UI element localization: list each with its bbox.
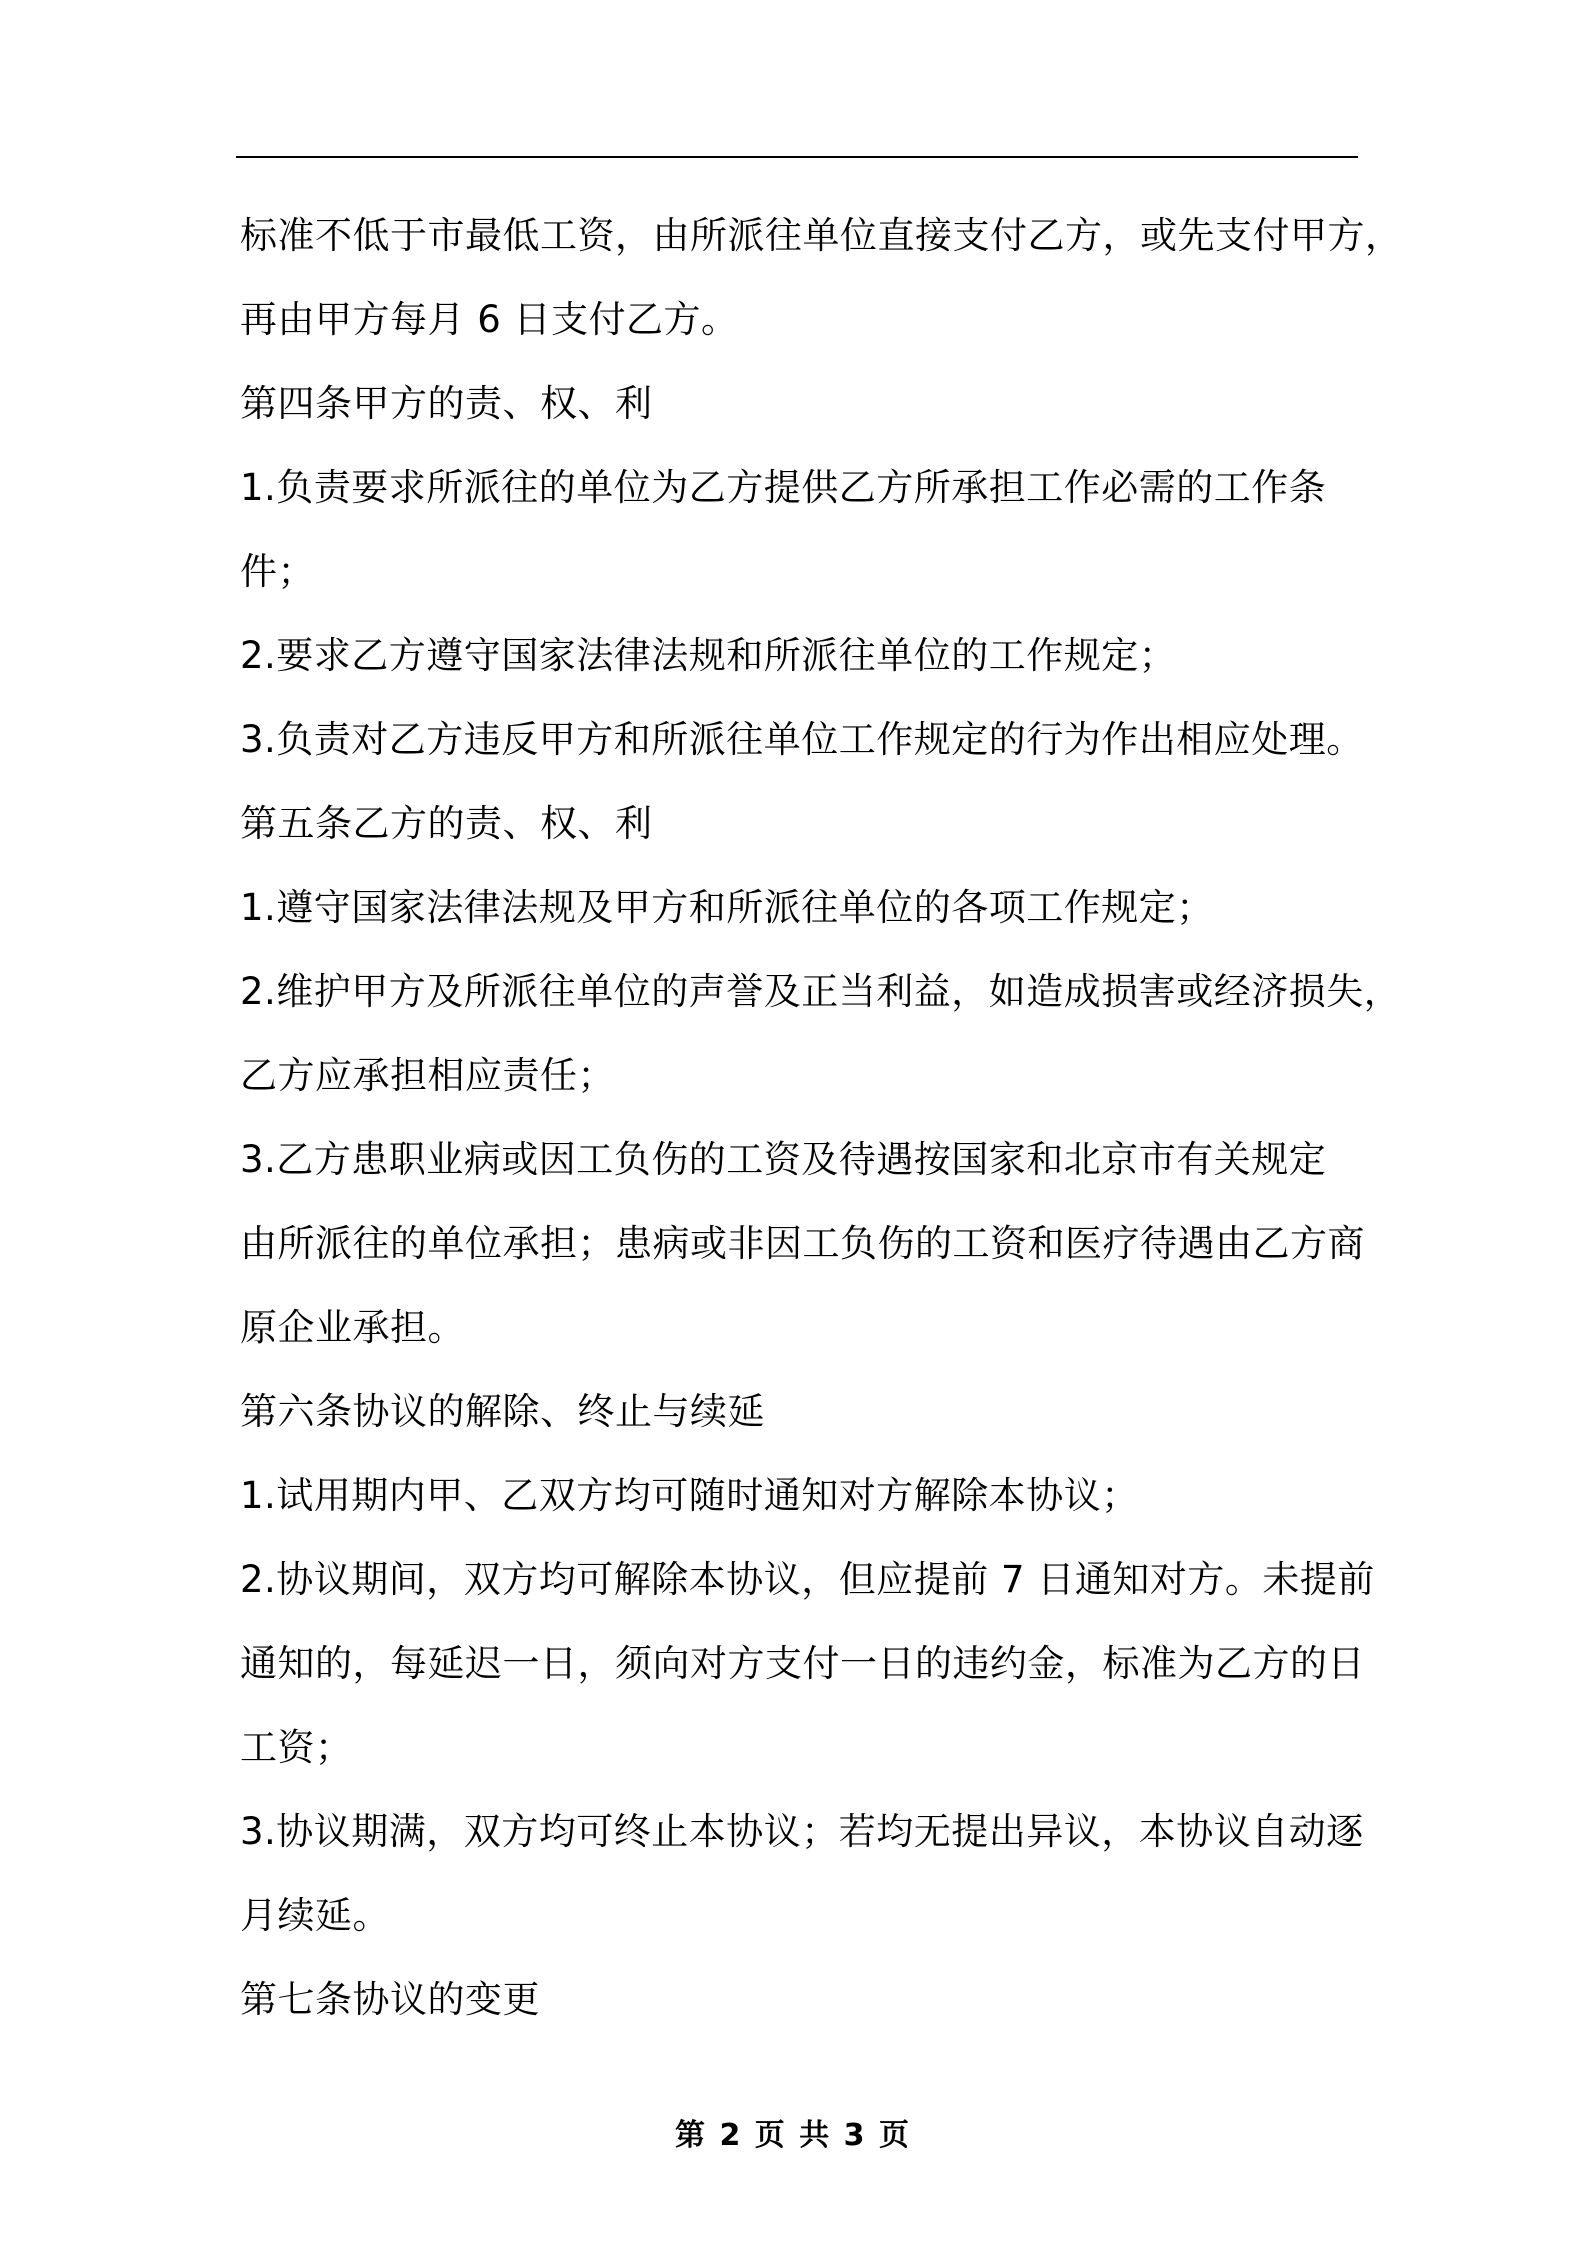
section-heading: 第四条甲方的责、权、利 — [240, 382, 653, 425]
text-line: 由所派往的单位承担；患病或非因工负伤的工资和医疗待遇由乙方商 — [240, 1222, 1365, 1265]
text-line: 工资； — [240, 1726, 353, 1769]
document-body — [240, 194, 1403, 2042]
text-line: 1.遵守国家法律法规及甲方和所派往单位的各项工作规定； — [240, 886, 1214, 929]
text-line: 1.试用期内甲、乙双方均可随时通知对方解除本协议； — [240, 1474, 1139, 1517]
header-rule — [236, 156, 1358, 158]
section-heading: 第七条协议的变更 — [240, 1978, 540, 2021]
section-heading: 第六条协议的解除、终止与续延 — [240, 1390, 765, 1433]
text-line: 1.负责要求所派往的单位为乙方提供乙方所承担工作必需的工作条 — [240, 466, 1327, 509]
text-line: 件； — [240, 550, 315, 593]
text-line: 再由甲方每月 6 日支付乙方。 — [240, 298, 739, 341]
text-line: 原企业承担。 — [240, 1306, 465, 1349]
text-line: 月续延。 — [240, 1894, 390, 1937]
text-line: 2.协议期间，双方均可解除本协议，但应提前 7 日通知对方。未提前 — [240, 1558, 1375, 1601]
text-line: 2.维护甲方及所派往单位的声誉及正当利益，如造成损害或经济损失， — [240, 970, 1402, 1013]
text-line: 3.协议期满，双方均可终止本协议；若均无提出异议，本协议自动逐 — [240, 1810, 1364, 1853]
text-line: 乙方应承担相应责任； — [240, 1054, 615, 1097]
text-line: 通知的，每延迟一日，须向对方支付一日的违约金，标准为乙方的日 — [240, 1642, 1365, 1685]
text-line: 标准不低于市最低工资，由所派往单位直接支付乙方，或先支付甲方， — [240, 214, 1403, 257]
section-heading: 第五条乙方的责、权、利 — [240, 802, 653, 845]
text-line: 3.负责对乙方违反甲方和所派往单位工作规定的行为作出相应处理。 — [240, 718, 1364, 761]
page-number-footer: 第 2 页 共 3 页 — [675, 2118, 911, 2153]
text-line: 2.要求乙方遵守国家法律法规和所派往单位的工作规定； — [240, 634, 1177, 677]
text-line: 3.乙方患职业病或因工负伤的工资及待遇按国家和北京市有关规定 — [240, 1138, 1327, 1181]
